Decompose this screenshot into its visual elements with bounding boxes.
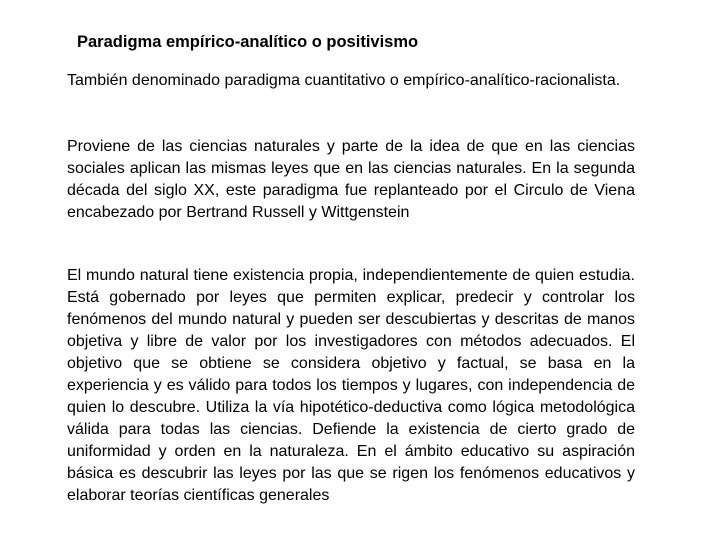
paragraph-origin: Proviene de las ciencias naturales y parte de la idea de que en las ciencias sociales aplican las mismas leyes que en las ciencias naturales. En la segunda década del siglo XX, este paradigma fue replanteado por el Circulo de Viena encabezado por Bertrand Russell y Wittgenstein	[67, 138, 635, 221]
paragraph-natural-world: El mundo natural tiene existencia propia, independientemente de quien estudia. Está gobernado por leyes que permiten explicar, predecir y controlar los fenómenos del mundo natural y pueden ser descubiertas y descritas de manos objetiva y libre de valor por los investigadores con métodos adecuados. El objetivo que se obtiene se considera objetivo y factual, se basa en la experiencia y es válido para todos los tiempos y lugares, con independencia de quien lo descubre. Utiliza la vía hipotético-deductiva como lógica metodológica válida para todas las ciencias. Defiende la existencia de cierto grado de uniformidad y orden en la naturaleza. En el ámbito educativo su aspiración básica es descubrir las leyes por las que se rigen los fenómenos educativos y elaborar teorías científicas generales	[67, 267, 635, 504]
document-title: Paradigma empírico-analítico o positivismo	[77, 33, 419, 51]
paragraph-definition: También denominado paradigma cuantitativo o empírico-analítico-racionalista.	[67, 72, 621, 89]
